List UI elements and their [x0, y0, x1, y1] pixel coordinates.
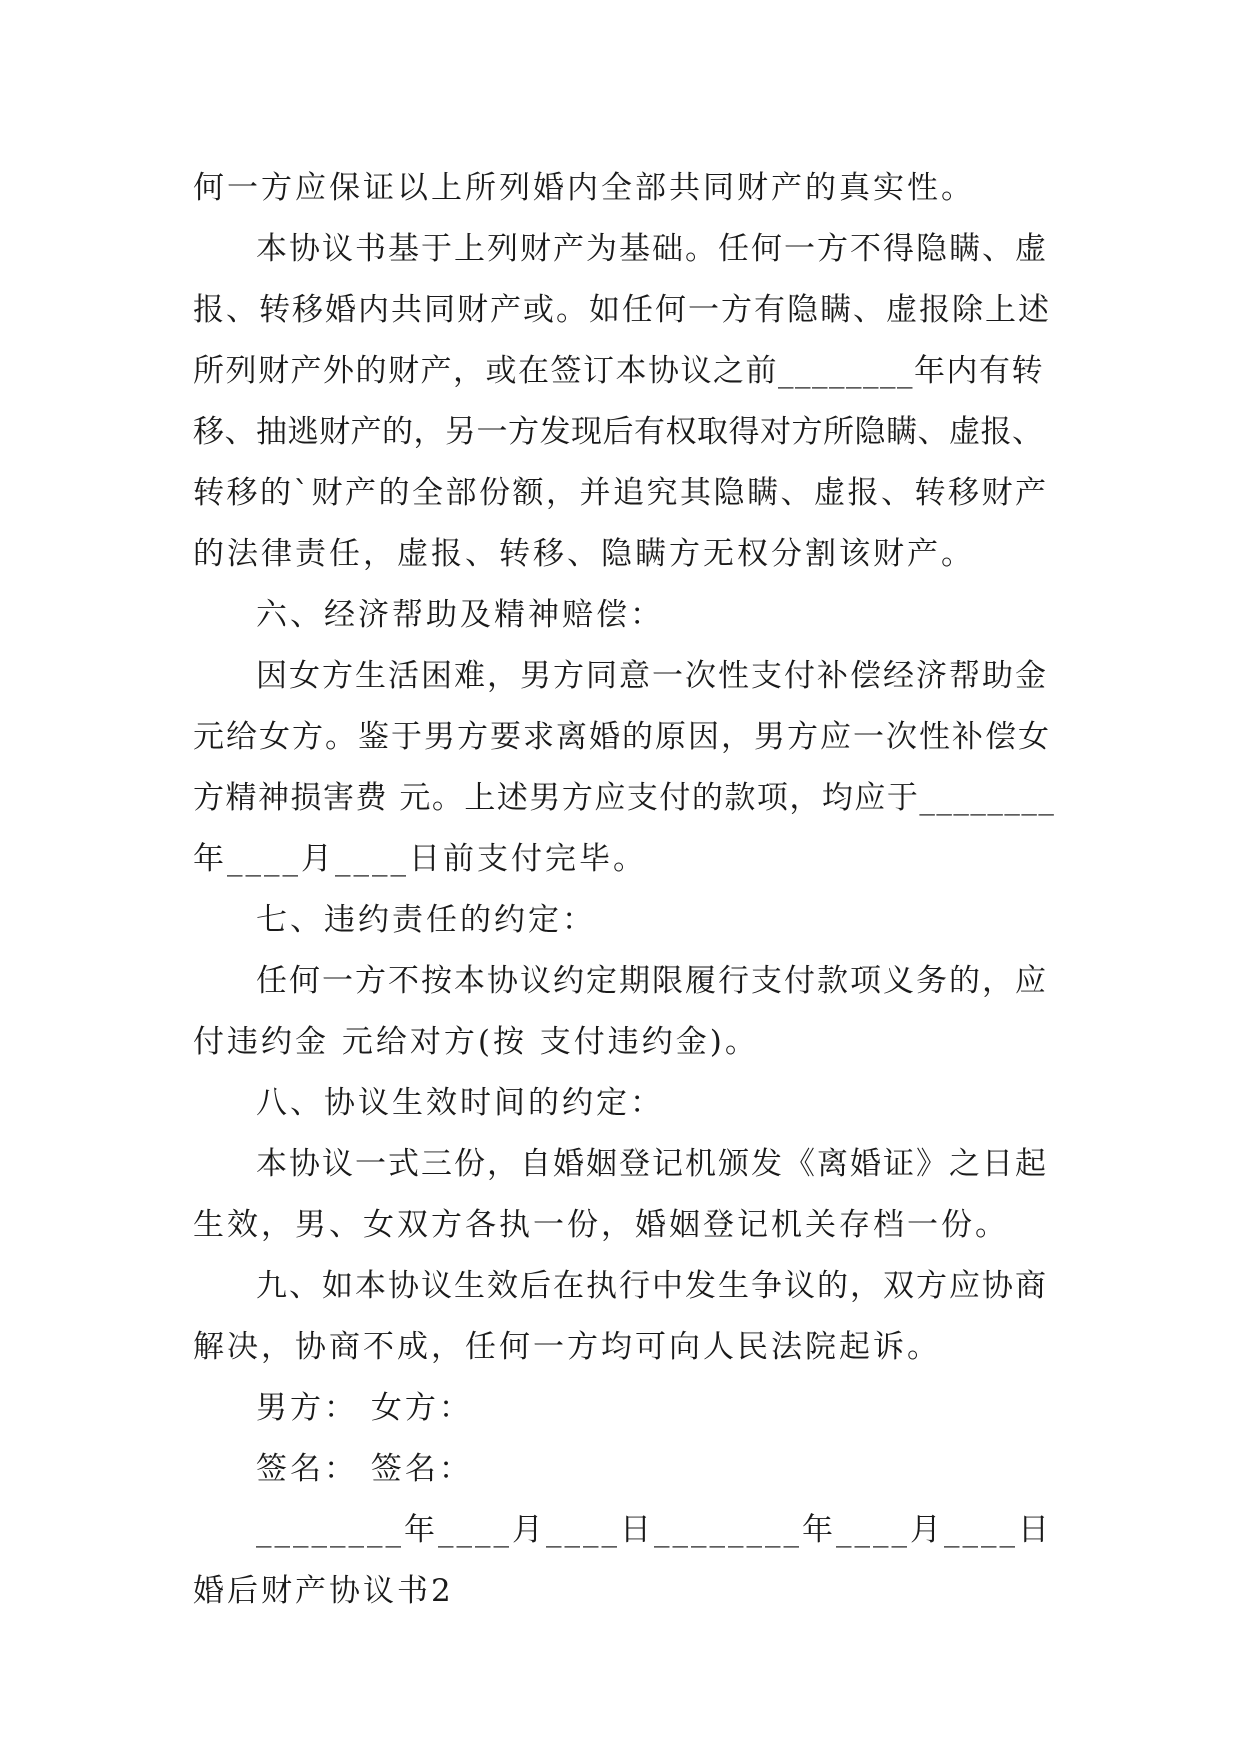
section-heading-seven: 七、违约责任的约定： — [256, 902, 596, 938]
document-page — [193, 158, 1055, 1622]
paragraph-line: 方精神损害费 元。上述男方应支付的款项，均应于________ — [193, 780, 1056, 816]
section-heading-eight: 八、协议生效时间的约定： — [256, 1085, 664, 1121]
paragraph-line: 解决，协商不成，任何一方均可向人民法院起诉。 — [193, 1329, 941, 1365]
paragraph-line: 移、抽逃财产的，另一方发现后有权取得对方所隐瞒、虚报、 — [193, 414, 1044, 450]
paragraph-line: 生效，男、女双方各执一份，婚姻登记机关存档一份。 — [193, 1207, 1009, 1243]
paragraph-line: 年____月____日前支付完毕。 — [193, 841, 647, 877]
paragraph-line: 所列财产外的财产，或在签订本协议之前________年内有转 — [193, 353, 1044, 389]
paragraph-line: 本协议一式三份，自婚姻登记机颁发《离婚证》之日起 — [256, 1146, 1048, 1182]
paragraph-line: 元给女方。鉴于男方要求离婚的原因，男方应一次性补偿女 — [193, 719, 1051, 755]
paragraph-line: 本协议书基于上列财产为基础。任何一方不得隐瞒、虚 — [256, 231, 1048, 267]
party-labels: 男方： 女方： — [256, 1390, 473, 1426]
paragraph-line: 的法律责任，虚报、转移、隐瞒方无权分割该财产。 — [193, 536, 975, 572]
signature-labels: 签名： 签名： — [256, 1451, 473, 1487]
paragraph-line: 报、转移婚内共同财产或。如任何一方有隐瞒、虚报除上述 — [193, 292, 1051, 328]
paragraph-line: 付违约金 元给对方(按 支付违约金)。 — [193, 1024, 759, 1060]
paragraph-line: 因女方生活困难，男方同意一次性支付补偿经济帮助金 — [256, 658, 1048, 694]
signature-dates: ________年____月____日________年____月____日 — [256, 1512, 1052, 1548]
section-heading-nine: 九、如本协议生效后在执行中发生争议的，双方应协商 — [256, 1268, 1048, 1304]
paragraph-line: 何一方应保证以上所列婚内全部共同财产的真实性。 — [193, 170, 975, 206]
paragraph-line: 任何一方不按本协议约定期限履行支付款项义务的，应 — [256, 963, 1048, 999]
section-heading-six: 六、经济帮助及精神赔偿： — [256, 597, 664, 633]
next-document-title: 婚后财产协议书2 — [193, 1573, 454, 1609]
paragraph-line: 转移的`财产的全部份额，并追究其隐瞒、虚报、转移财产 — [193, 475, 1049, 511]
